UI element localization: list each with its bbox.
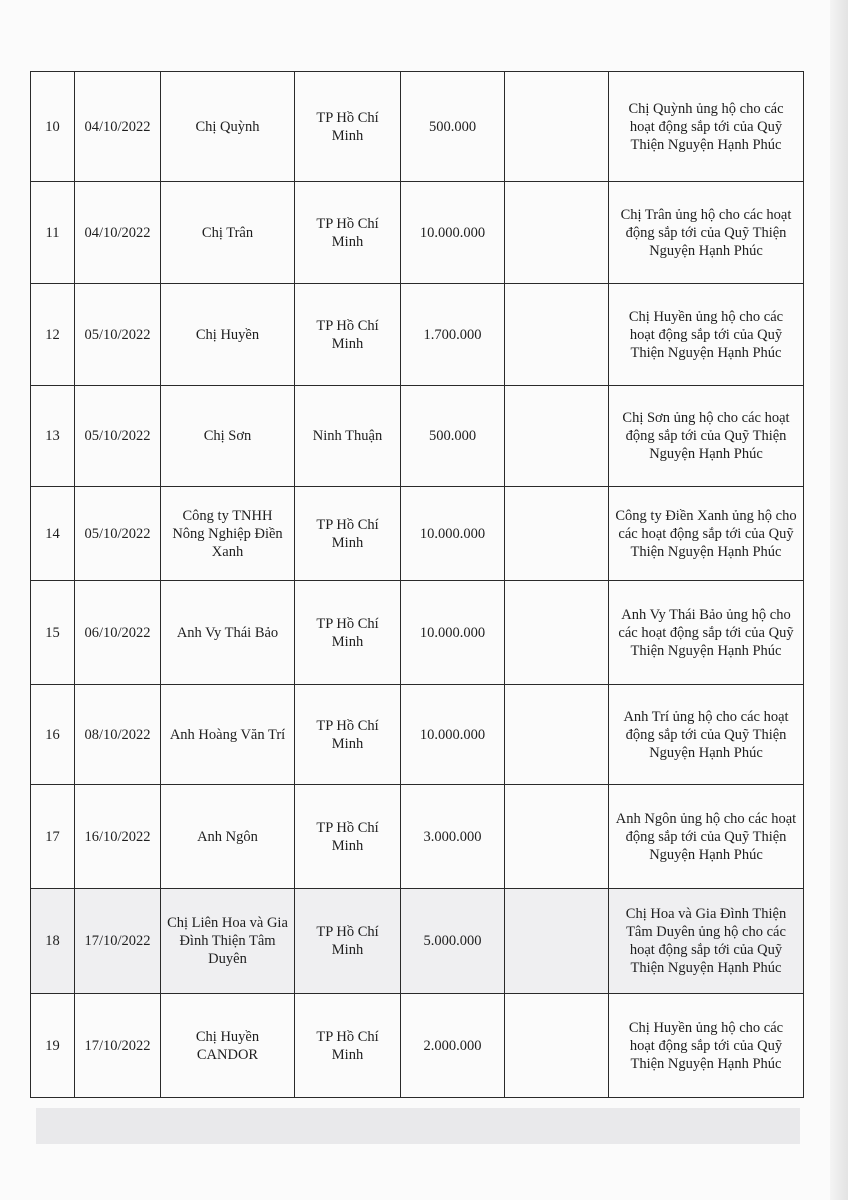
donor-name: Chị Huyền bbox=[161, 284, 295, 386]
other-cell bbox=[505, 581, 609, 685]
donation-note: Công ty Điền Xanh ủng hộ cho các hoạt động sắp tới của Quỹ Thiện Nguyện Hạnh Phúc bbox=[609, 487, 804, 581]
donor-name: Công ty TNHH Nông Nghiệp Điền Xanh bbox=[161, 487, 295, 581]
other-cell bbox=[505, 284, 609, 386]
donation-amount: 10.000.000 bbox=[401, 581, 505, 685]
donor-location: TP Hồ Chí Minh bbox=[295, 994, 401, 1098]
donation-note: Anh Ngôn ủng hộ cho các hoạt động sắp tới của Quỹ Thiện Nguyện Hạnh Phúc bbox=[609, 785, 804, 889]
donor-location: Ninh Thuận bbox=[295, 386, 401, 487]
donation-amount: 5.000.000 bbox=[401, 889, 505, 994]
donor-location: TP Hồ Chí Minh bbox=[295, 487, 401, 581]
donation-note: Chị Sơn ủng hộ cho các hoạt động sắp tới của Quỹ Thiện Nguyện Hạnh Phúc bbox=[609, 386, 804, 487]
donation-table bbox=[30, 71, 804, 1098]
row-number: 10 bbox=[31, 72, 75, 182]
donation-date: 08/10/2022 bbox=[75, 685, 161, 785]
donor-location: TP Hồ Chí Minh bbox=[295, 581, 401, 685]
donation-note: Chị Hoa và Gia Đình Thiện Tâm Duyên ủng hộ cho các hoạt động sắp tới của Quỹ Thiện Nguyện Hạnh Phúc bbox=[609, 889, 804, 994]
page-edge-shadow bbox=[830, 0, 848, 1200]
donation-amount: 10.000.000 bbox=[401, 685, 505, 785]
donation-note: Chị Huyền ủng hộ cho các hoạt động sắp tới của Quỹ Thiện Nguyện Hạnh Phúc bbox=[609, 994, 804, 1098]
table-row bbox=[31, 386, 804, 487]
donation-date: 05/10/2022 bbox=[75, 487, 161, 581]
table-row bbox=[31, 182, 804, 284]
donor-name: Chị Sơn bbox=[161, 386, 295, 487]
donor-location: TP Hồ Chí Minh bbox=[295, 889, 401, 994]
other-cell bbox=[505, 785, 609, 889]
table-row bbox=[31, 581, 804, 685]
donation-date: 04/10/2022 bbox=[75, 72, 161, 182]
donation-date: 06/10/2022 bbox=[75, 581, 161, 685]
other-cell bbox=[505, 386, 609, 487]
donor-location: TP Hồ Chí Minh bbox=[295, 785, 401, 889]
donor-location: TP Hồ Chí Minh bbox=[295, 182, 401, 284]
donation-amount: 500.000 bbox=[401, 386, 505, 487]
table-row bbox=[31, 889, 804, 994]
donor-name: Anh Ngôn bbox=[161, 785, 295, 889]
other-cell bbox=[505, 889, 609, 994]
row-number: 16 bbox=[31, 685, 75, 785]
table-row bbox=[31, 685, 804, 785]
donation-date: 17/10/2022 bbox=[75, 889, 161, 994]
other-cell bbox=[505, 685, 609, 785]
other-cell bbox=[505, 487, 609, 581]
donation-date: 05/10/2022 bbox=[75, 284, 161, 386]
donation-note: Chị Trân ủng hộ cho các hoạt động sắp tới của Quỹ Thiện Nguyện Hạnh Phúc bbox=[609, 182, 804, 284]
donation-note: Anh Trí ủng hộ cho các hoạt động sắp tới của Quỹ Thiện Nguyện Hạnh Phúc bbox=[609, 685, 804, 785]
table-row bbox=[31, 785, 804, 889]
donation-note: Chị Quỳnh ủng hộ cho các hoạt động sắp tới của Quỹ Thiện Nguyện Hạnh Phúc bbox=[609, 72, 804, 182]
table-row bbox=[31, 72, 804, 182]
donation-date: 05/10/2022 bbox=[75, 386, 161, 487]
row-number: 11 bbox=[31, 182, 75, 284]
donation-amount: 10.000.000 bbox=[401, 487, 505, 581]
row-number: 17 bbox=[31, 785, 75, 889]
donor-name: Anh Vy Thái Bảo bbox=[161, 581, 295, 685]
donor-location: TP Hồ Chí Minh bbox=[295, 72, 401, 182]
other-cell bbox=[505, 182, 609, 284]
row-number: 13 bbox=[31, 386, 75, 487]
donation-amount: 500.000 bbox=[401, 72, 505, 182]
donation-date: 17/10/2022 bbox=[75, 994, 161, 1098]
donation-amount: 10.000.000 bbox=[401, 182, 505, 284]
donor-name: Anh Hoàng Văn Trí bbox=[161, 685, 295, 785]
row-number: 15 bbox=[31, 581, 75, 685]
donation-note: Anh Vy Thái Bảo ủng hộ cho các hoạt động sắp tới của Quỹ Thiện Nguyện Hạnh Phúc bbox=[609, 581, 804, 685]
table-row bbox=[31, 487, 804, 581]
row-number: 19 bbox=[31, 994, 75, 1098]
donor-location: TP Hồ Chí Minh bbox=[295, 284, 401, 386]
row-number: 18 bbox=[31, 889, 75, 994]
donor-name: Chị Liên Hoa và Gia Đình Thiện Tâm Duyên bbox=[161, 889, 295, 994]
donation-amount: 2.000.000 bbox=[401, 994, 505, 1098]
row-number: 14 bbox=[31, 487, 75, 581]
donor-location: TP Hồ Chí Minh bbox=[295, 685, 401, 785]
donation-note: Chị Huyền ủng hộ cho các hoạt động sắp tới của Quỹ Thiện Nguyện Hạnh Phúc bbox=[609, 284, 804, 386]
row-number: 12 bbox=[31, 284, 75, 386]
donation-date: 04/10/2022 bbox=[75, 182, 161, 284]
donor-name: Chị Huyền CANDOR bbox=[161, 994, 295, 1098]
donor-name: Chị Quỳnh bbox=[161, 72, 295, 182]
donation-amount: 1.700.000 bbox=[401, 284, 505, 386]
scan-bottom-band bbox=[36, 1108, 800, 1144]
other-cell bbox=[505, 994, 609, 1098]
donation-amount: 3.000.000 bbox=[401, 785, 505, 889]
donor-name: Chị Trân bbox=[161, 182, 295, 284]
table-row bbox=[31, 284, 804, 386]
donation-date: 16/10/2022 bbox=[75, 785, 161, 889]
table-row bbox=[31, 994, 804, 1098]
donation-table-body bbox=[31, 72, 804, 1098]
other-cell bbox=[505, 72, 609, 182]
